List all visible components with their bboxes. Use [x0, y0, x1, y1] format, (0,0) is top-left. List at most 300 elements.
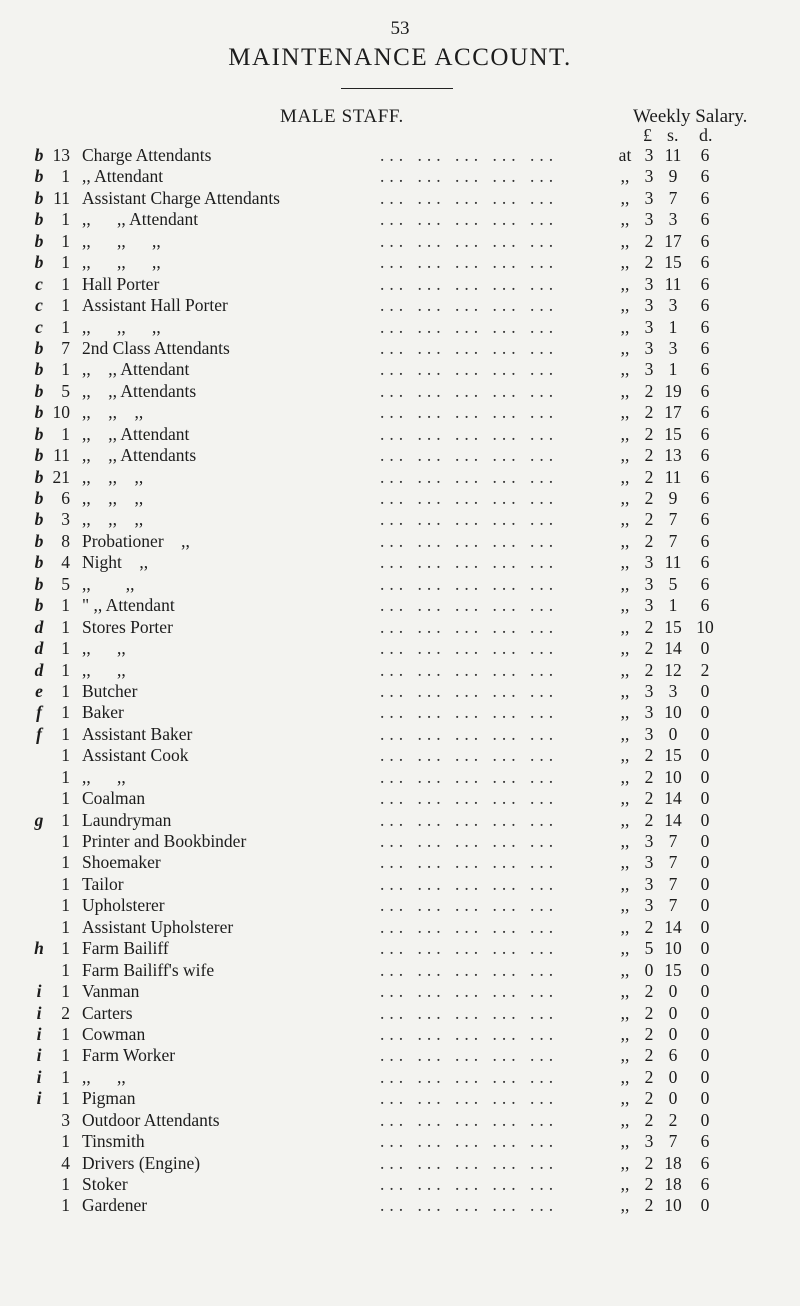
row-leader: ... ... ... ... ... [380, 595, 559, 616]
row-shillings: 15 [664, 616, 682, 637]
row-shillings: 12 [664, 659, 682, 680]
row-mark: b [34, 187, 44, 208]
row-pence: 6 [700, 273, 710, 294]
row-pence: 6 [700, 1152, 710, 1173]
row-shillings: 9 [668, 166, 678, 187]
table-row [0, 359, 800, 380]
row-at: ,, [620, 595, 630, 616]
table-row [0, 1110, 800, 1131]
table-row [0, 788, 800, 809]
row-pence: 6 [700, 316, 710, 337]
row-pence: 0 [700, 981, 710, 1002]
row-pounds: 2 [644, 530, 654, 551]
row-leader: ... ... ... ... ... [380, 873, 559, 894]
row-count: 1 [61, 316, 70, 337]
row-leader: ... ... ... ... ... [380, 509, 559, 530]
row-at: ,, [620, 166, 630, 187]
row-at: ,, [620, 252, 630, 273]
row-pounds: 3 [644, 337, 654, 358]
row-count: 1 [61, 252, 70, 273]
row-description: Gardener [82, 1195, 148, 1216]
table-row [0, 402, 800, 423]
row-pounds: 2 [644, 1088, 654, 1109]
row-description: ,, ,, Attendant [82, 423, 190, 444]
row-pence: 6 [700, 1174, 710, 1194]
row-pounds: 2 [644, 1195, 654, 1216]
row-pence: 0 [700, 1002, 710, 1023]
row-description: ,, ,, [82, 1066, 126, 1087]
row-description: Laundryman [82, 809, 172, 830]
row-pounds: 3 [644, 209, 654, 230]
row-pence: 6 [700, 187, 710, 208]
row-shillings: 17 [664, 230, 682, 251]
row-pounds: 3 [644, 852, 654, 873]
row-at: ,, [620, 530, 630, 551]
row-shillings: 2 [668, 1109, 678, 1130]
row-shillings: 9 [668, 488, 678, 508]
row-shillings: 10 [664, 938, 682, 959]
row-leader: ... ... ... ... ... [380, 273, 559, 294]
row-count: 4 [61, 552, 70, 573]
row-description: ,, ,, [82, 573, 135, 594]
row-mark: b [34, 573, 44, 594]
table-row [0, 252, 800, 273]
row-count: 1 [61, 895, 70, 916]
table-row [0, 338, 800, 359]
row-at: ,, [620, 552, 630, 573]
row-pounds: 3 [644, 723, 654, 744]
row-count: 1 [61, 295, 70, 316]
row-at: ,, [620, 938, 630, 959]
row-leader: ... ... ... ... ... [380, 1174, 559, 1194]
row-leader: ... ... ... ... ... [380, 423, 559, 444]
row-leader: ... ... ... ... ... [380, 552, 559, 573]
table-row [0, 660, 800, 681]
row-at: ,, [620, 702, 630, 723]
row-description: Carters [82, 1002, 133, 1023]
pounds-header: £ [643, 125, 652, 145]
row-leader: ... ... ... ... ... [380, 316, 559, 337]
page-number: 53 [390, 18, 410, 39]
row-pence: 0 [700, 638, 710, 659]
row-count: 1 [61, 659, 70, 680]
table-row [0, 488, 800, 509]
row-count: 10 [52, 402, 70, 423]
row-at: ,, [620, 873, 630, 894]
row-mark: b [34, 402, 44, 423]
row-count: 11 [53, 445, 70, 466]
row-at: ,, [620, 337, 630, 358]
row-count: 1 [61, 423, 70, 444]
row-leader: ... ... ... ... ... [380, 1023, 559, 1044]
row-shillings: 10 [664, 766, 682, 787]
row-leader: ... ... ... ... ... [380, 616, 559, 637]
row-at: ,, [620, 745, 630, 766]
row-pence: 0 [700, 1109, 710, 1130]
row-leader: ... ... ... ... ... [380, 466, 559, 487]
row-pounds: 2 [644, 616, 654, 637]
table-row [0, 874, 800, 895]
row-leader: ... ... ... ... ... [380, 166, 559, 187]
table-row [0, 960, 800, 981]
row-mark: i [36, 1088, 42, 1109]
row-pence: 6 [700, 230, 710, 251]
row-leader: ... ... ... ... ... [380, 895, 559, 916]
row-shillings: 7 [668, 1131, 678, 1152]
row-pence: 0 [700, 1023, 710, 1044]
row-pence: 2 [700, 659, 710, 680]
row-pounds: 0 [644, 959, 654, 980]
row-at: ,, [620, 445, 630, 466]
row-description: Tailor [82, 873, 124, 894]
table-row [0, 810, 800, 831]
row-pence: 0 [700, 916, 710, 937]
row-at: ,, [620, 1109, 630, 1130]
row-shillings: 14 [664, 638, 682, 659]
row-shillings: 14 [664, 809, 682, 830]
row-at: ,, [620, 380, 630, 401]
row-description: Upholsterer [82, 895, 165, 916]
row-shillings: 6 [668, 1045, 678, 1066]
table-row [0, 595, 800, 616]
row-leader: ... ... ... ... ... [380, 230, 559, 251]
row-pence: 6 [700, 595, 710, 616]
row-shillings: 17 [664, 402, 682, 423]
row-at: ,, [620, 273, 630, 294]
row-description: ,, ,, ,, [82, 230, 161, 251]
row-pence: 6 [700, 166, 710, 187]
row-pence: 0 [700, 1045, 710, 1066]
row-description: ,, ,, ,, [82, 252, 161, 273]
row-mark: i [36, 1002, 42, 1023]
row-pounds: 2 [644, 466, 654, 487]
row-description: Drivers (Engine) [82, 1152, 201, 1173]
table-row [0, 445, 800, 466]
row-description: Assistant Charge Attendants [82, 187, 280, 208]
table-row [0, 574, 800, 595]
row-description: ,, ,, [82, 659, 126, 680]
row-pence: 0 [700, 723, 710, 744]
row-mark: b [34, 252, 44, 273]
row-at: ,, [620, 1002, 630, 1023]
row-count: 1 [61, 852, 70, 873]
table-row [0, 1174, 800, 1195]
row-shillings: 3 [668, 295, 678, 316]
row-count: 1 [61, 981, 70, 1002]
row-mark: c [35, 316, 43, 337]
table-row [0, 1067, 800, 1088]
row-count: 7 [61, 337, 70, 358]
row-pounds: 2 [644, 745, 654, 766]
row-leader: ... ... ... ... ... [380, 1109, 559, 1130]
row-pounds: 3 [644, 552, 654, 573]
row-at: ,, [620, 1045, 630, 1066]
row-description: ,, ,, ,, [82, 402, 144, 423]
row-pounds: 2 [644, 402, 654, 423]
row-count: 13 [52, 145, 70, 165]
row-count: 21 [52, 466, 70, 487]
row-shillings: 1 [668, 595, 678, 616]
row-pence: 6 [700, 337, 710, 358]
row-pounds: 2 [644, 488, 654, 508]
row-count: 1 [61, 916, 70, 937]
row-description: Night ,, [82, 552, 149, 573]
row-at: ,, [620, 423, 630, 444]
row-leader: ... ... ... ... ... [380, 488, 559, 508]
row-count: 1 [61, 766, 70, 787]
row-shillings: 15 [664, 959, 682, 980]
row-leader: ... ... ... ... ... [380, 723, 559, 744]
row-mark: i [36, 1045, 42, 1066]
row-at: ,, [620, 638, 630, 659]
row-at: ,, [620, 959, 630, 980]
row-count: 1 [61, 702, 70, 723]
shillings-header: s. [667, 125, 679, 145]
row-mark: b [34, 509, 44, 530]
row-pounds: 3 [644, 316, 654, 337]
table-row [0, 145, 800, 166]
row-at: ,, [620, 488, 630, 508]
row-pence: 6 [700, 295, 710, 316]
row-pounds: 2 [644, 1002, 654, 1023]
row-at: ,, [620, 466, 630, 487]
table-row [0, 895, 800, 916]
row-pence: 0 [700, 788, 710, 809]
row-leader: ... ... ... ... ... [380, 981, 559, 1002]
row-description: ,, ,, ,, [82, 488, 144, 508]
row-at: ,, [620, 1023, 630, 1044]
row-at: ,, [620, 895, 630, 916]
row-count: 1 [61, 831, 70, 851]
row-at: ,, [620, 187, 630, 208]
page-title: MAINTENANCE ACCOUNT. [228, 44, 572, 71]
row-pounds: 2 [644, 1174, 654, 1194]
table-row [0, 1024, 800, 1045]
row-count: 1 [61, 595, 70, 616]
row-pounds: 2 [644, 1045, 654, 1066]
row-count: 1 [61, 1131, 70, 1152]
table-row [0, 1153, 800, 1174]
weekly-salary-header: Weekly Salary. [633, 106, 748, 127]
row-mark: d [34, 616, 44, 637]
row-pence: 0 [700, 1195, 710, 1216]
row-pounds: 2 [644, 809, 654, 830]
row-description: ,, ,, [82, 766, 126, 787]
row-pounds: 3 [644, 680, 654, 701]
row-leader: ... ... ... ... ... [380, 1088, 559, 1109]
row-mark: b [34, 595, 44, 616]
row-pounds: 2 [644, 1066, 654, 1087]
row-at: ,, [620, 295, 630, 316]
row-mark: b [34, 530, 44, 551]
row-count: 1 [61, 680, 70, 701]
pence-header: d. [699, 125, 713, 145]
row-count: 1 [61, 723, 70, 744]
row-description: Baker [82, 702, 124, 723]
row-shillings: 0 [668, 1002, 678, 1023]
row-pounds: 2 [644, 252, 654, 273]
row-count: 1 [61, 166, 70, 187]
row-description: Assistant Upholsterer [82, 916, 234, 937]
row-mark: c [35, 273, 43, 294]
row-count: 1 [61, 1174, 70, 1194]
row-leader: ... ... ... ... ... [380, 337, 559, 358]
row-shillings: 0 [668, 1088, 678, 1109]
row-pounds: 3 [644, 702, 654, 723]
row-at: ,, [620, 1131, 630, 1152]
row-leader: ... ... ... ... ... [380, 809, 559, 830]
row-pence: 0 [700, 766, 710, 787]
row-shillings: 10 [664, 702, 682, 723]
row-pence: 6 [700, 466, 710, 487]
row-description: Stoker [82, 1174, 128, 1194]
row-shillings: 10 [664, 1195, 682, 1216]
row-shillings: 15 [664, 745, 682, 766]
row-shillings: 3 [668, 337, 678, 358]
row-at: ,, [620, 209, 630, 230]
table-row [0, 638, 800, 659]
row-leader: ... ... ... ... ... [380, 530, 559, 551]
table-row [0, 1195, 800, 1216]
row-leader: ... ... ... ... ... [380, 916, 559, 937]
table-row [0, 188, 800, 209]
row-pounds: 2 [644, 1152, 654, 1173]
row-leader: ... ... ... ... ... [380, 852, 559, 873]
row-count: 1 [61, 1066, 70, 1087]
row-leader: ... ... ... ... ... [380, 359, 559, 380]
row-pounds: 3 [644, 595, 654, 616]
row-pence: 10 [696, 616, 714, 637]
row-description: " ,, Attendant [82, 595, 175, 616]
row-pence: 0 [700, 852, 710, 873]
row-description: Charge Attendants [82, 145, 212, 165]
row-pence: 6 [700, 252, 710, 273]
row-shillings: 5 [668, 573, 678, 594]
row-leader: ... ... ... ... ... [380, 1152, 559, 1173]
row-pounds: 2 [644, 230, 654, 251]
row-count: 1 [61, 873, 70, 894]
row-at: ,, [620, 766, 630, 787]
row-pounds: 3 [644, 187, 654, 208]
row-count: 1 [61, 273, 70, 294]
row-pence: 0 [700, 938, 710, 959]
row-count: 1 [61, 359, 70, 380]
row-leader: ... ... ... ... ... [380, 680, 559, 701]
row-description: ,, ,, ,, [82, 509, 144, 530]
row-pence: 6 [700, 530, 710, 551]
row-description: Farm Bailiff [82, 938, 169, 959]
section-title: MALE STAFF. [280, 106, 404, 127]
row-at: ,, [620, 230, 630, 251]
row-pounds: 2 [644, 659, 654, 680]
table-row [0, 467, 800, 488]
row-pounds: 2 [644, 423, 654, 444]
row-at: ,, [620, 509, 630, 530]
row-shillings: 0 [668, 723, 678, 744]
table-row [0, 938, 800, 959]
row-description: Outdoor Attendants [82, 1109, 220, 1130]
row-shillings: 3 [668, 680, 678, 701]
row-mark: b [34, 209, 44, 230]
row-pence: 0 [700, 831, 710, 851]
row-leader: ... ... ... ... ... [380, 766, 559, 787]
row-description: Cowman [82, 1023, 146, 1044]
row-mark: b [34, 230, 44, 251]
table-row [0, 1088, 800, 1109]
table-row [0, 531, 800, 552]
row-at: ,, [620, 1088, 630, 1109]
table-row [0, 317, 800, 338]
row-leader: ... ... ... ... ... [380, 1195, 559, 1216]
row-count: 1 [61, 745, 70, 766]
row-shillings: 7 [668, 852, 678, 873]
row-shillings: 14 [664, 788, 682, 809]
row-description: ,, ,, Attendants [82, 445, 197, 466]
row-pence: 6 [700, 509, 710, 530]
row-description: Printer and Bookbinder [82, 831, 247, 851]
row-at: ,, [620, 573, 630, 594]
table-row [0, 724, 800, 745]
row-leader: ... ... ... ... ... [380, 252, 559, 273]
row-count: 1 [61, 616, 70, 637]
row-count: 4 [61, 1152, 70, 1173]
row-description: Assistant Cook [82, 745, 189, 766]
row-pence: 0 [700, 745, 710, 766]
row-shillings: 15 [664, 423, 682, 444]
row-pence: 6 [700, 380, 710, 401]
row-pence: 0 [700, 873, 710, 894]
row-count: 11 [53, 187, 70, 208]
table-row [0, 702, 800, 723]
row-description: Stores Porter [82, 616, 173, 637]
row-description: Shoemaker [82, 852, 161, 873]
table-row [0, 209, 800, 230]
table-row [0, 424, 800, 445]
row-pence: 6 [700, 552, 710, 573]
row-count: 5 [61, 573, 70, 594]
row-at: ,, [620, 723, 630, 744]
row-count: 1 [61, 1045, 70, 1066]
table-row [0, 1131, 800, 1152]
table-row [0, 1003, 800, 1024]
row-shillings: 11 [664, 552, 682, 573]
row-pence: 6 [700, 402, 710, 423]
row-pence: 0 [700, 1066, 710, 1087]
row-description: ,, ,, ,, [82, 466, 144, 487]
row-pence: 6 [700, 423, 710, 444]
row-pence: 6 [700, 1131, 710, 1152]
row-at: ,, [620, 916, 630, 937]
row-shillings: 7 [668, 509, 678, 530]
row-count: 1 [61, 959, 70, 980]
row-leader: ... ... ... ... ... [380, 295, 559, 316]
row-count: 6 [61, 488, 70, 508]
title-rule [341, 88, 453, 89]
row-description: ,, ,, ,, [82, 316, 161, 337]
row-count: 3 [61, 1109, 70, 1130]
row-at: ,, [620, 1152, 630, 1173]
row-pence: 0 [700, 809, 710, 830]
row-pounds: 3 [644, 573, 654, 594]
row-description: ,, ,, Attendants [82, 380, 197, 401]
row-pounds: 2 [644, 509, 654, 530]
row-at: ,, [620, 1066, 630, 1087]
row-shillings: 18 [664, 1174, 682, 1194]
row-at: ,, [620, 1174, 630, 1194]
row-count: 3 [61, 509, 70, 530]
row-at: ,, [620, 788, 630, 809]
row-pounds: 3 [644, 895, 654, 916]
